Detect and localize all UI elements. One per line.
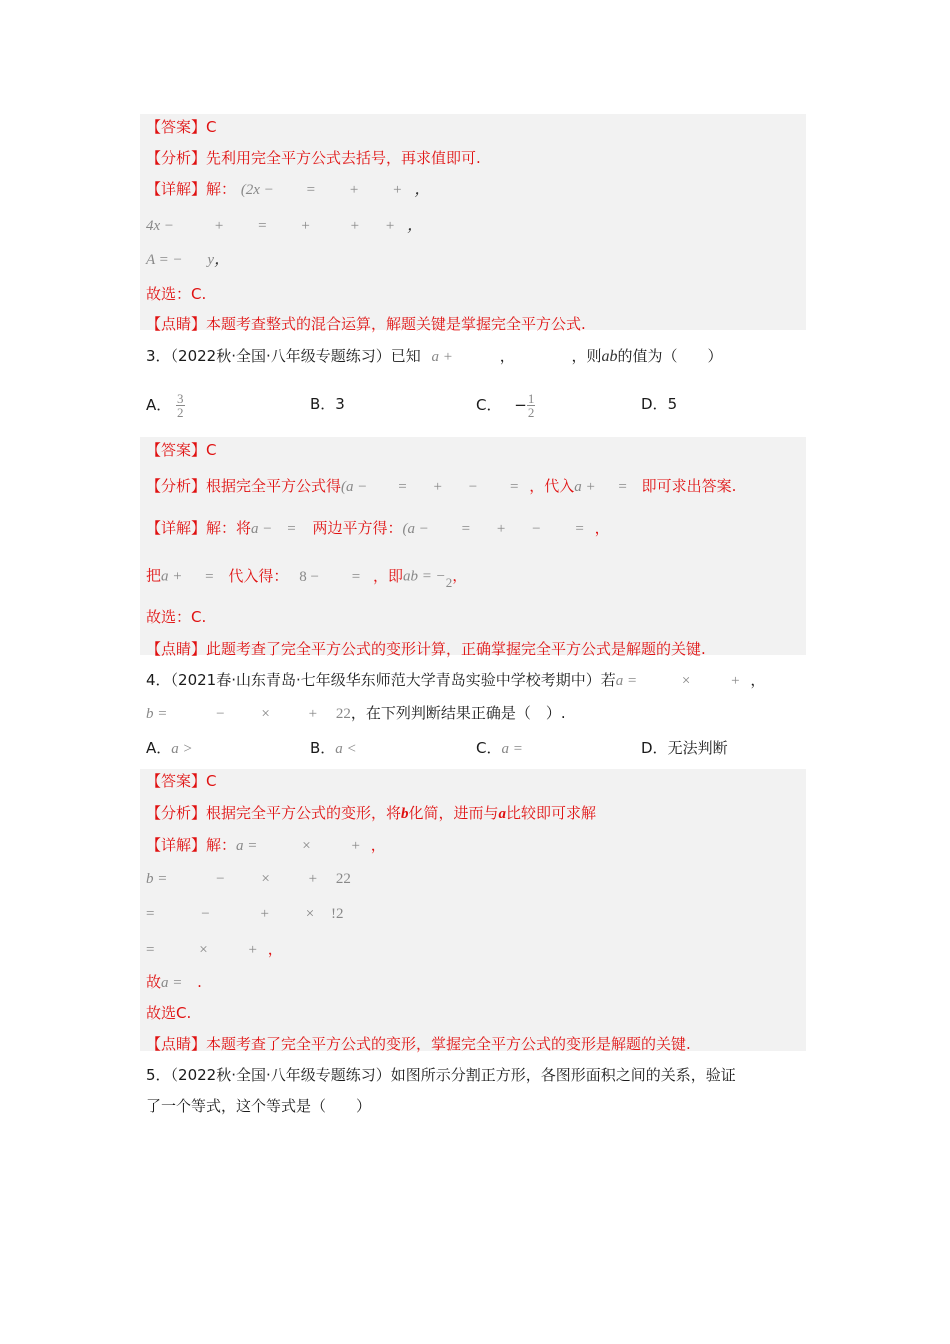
math-expr: a − [251, 521, 273, 537]
conclusion-line: 故选：C. [146, 285, 207, 303]
math-op: + [260, 906, 269, 922]
option-b[interactable] [310, 392, 345, 416]
math-op: = [351, 568, 361, 585]
math-op: × [261, 706, 270, 722]
fraction-den: 2 [445, 575, 453, 590]
math-op: = [205, 568, 214, 585]
analysis-tag: 【分析】 [146, 149, 207, 167]
math-var: y [207, 252, 215, 268]
answer-value: C [206, 441, 217, 459]
comma: ， [499, 347, 515, 365]
tip-tag: 【点睛】 [146, 1035, 207, 1053]
tip-line [146, 312, 586, 336]
math-op: + [731, 673, 740, 689]
option-letter: D． [641, 739, 668, 757]
math-op: + [301, 218, 310, 234]
math-op: + [351, 838, 360, 854]
answer-value: C [206, 118, 217, 136]
analysis-text: 先利用完全平方公式去括号，再求值即可. [206, 149, 481, 167]
math-op: = [306, 182, 316, 198]
answer-line [146, 769, 217, 793]
solution-block-q3 [140, 437, 806, 655]
math-op: × [681, 673, 691, 689]
analysis-text: 根据完全平方公式得 [206, 477, 342, 495]
option-letter: C． [476, 739, 502, 757]
question-5-line-2 [146, 1094, 371, 1118]
tip-tag: 【点睛】 [146, 640, 207, 658]
math-expr: a + [161, 568, 183, 585]
detail-tag: 【详解】 [146, 519, 207, 537]
tip-text: 此题考查了完全平方公式的变形计算，正确掌握完全平方公式是解题的关键. [206, 640, 706, 658]
option-text: 3 [335, 395, 345, 413]
detail-end: ， [452, 566, 468, 585]
answer-line [146, 438, 217, 462]
tip-line [146, 1032, 691, 1056]
math-op: × [261, 871, 270, 887]
option-letter: A． [146, 396, 172, 414]
analysis-text: 即可求出答案. [641, 477, 737, 495]
detail-prefix: 解： [206, 836, 237, 854]
math-tail: !2 [331, 906, 344, 922]
question-number: 4． [146, 671, 171, 689]
detail-text: 代入得： [228, 566, 289, 585]
question-4 [146, 668, 765, 692]
option-letter: A． [146, 739, 172, 757]
option-letter: C． [476, 396, 502, 414]
math-expr: (2x − [240, 182, 274, 198]
math-op: + [350, 218, 360, 234]
detail-line-5 [146, 970, 202, 994]
option-letter: B． [310, 739, 336, 757]
math-op: − [216, 871, 225, 887]
answer-tag: 【答案】 [146, 118, 207, 136]
math-expr: A = − [146, 252, 183, 268]
detail-line-1 [146, 516, 610, 540]
math-op: − [201, 906, 210, 922]
math-expr: = [146, 906, 155, 922]
math-op: + [349, 182, 359, 198]
detail-text: 两边平方得： [312, 519, 403, 537]
math-expr: 4x − [146, 218, 175, 234]
fraction [176, 392, 185, 419]
question-source: （2021春·山东青岛·七年级华东师范大学青岛实验中学校考期中）若 [170, 671, 616, 689]
math-op: = [398, 479, 407, 495]
tip-line [146, 637, 706, 661]
question-number: 3． [146, 347, 171, 365]
detail-text: 把 [146, 566, 162, 585]
question-text: 了一个等式，这个等式是（ ） [146, 1097, 372, 1115]
analysis-text: 化简，进而与 [408, 804, 499, 822]
math-op: − [532, 521, 541, 537]
analysis-tag: 【分析】 [146, 804, 207, 822]
math-op: = [461, 521, 471, 537]
question-source: （2022秋·全国·八年级专题练习）已知 [170, 347, 421, 365]
math-expr: b = [146, 706, 168, 722]
detail-end: ， [370, 836, 386, 854]
math-op: = [287, 521, 296, 537]
math-op: + [248, 942, 257, 958]
var-b: b [401, 806, 409, 822]
conclusion-line: 故选C. [146, 1004, 192, 1022]
then: ，则 [571, 347, 602, 365]
math-op: − [216, 706, 225, 722]
analysis-text: 比较即可求解 [506, 804, 597, 822]
math-expr: a = [236, 838, 258, 854]
question-4-line-2 [146, 701, 566, 725]
math-op: + [308, 871, 318, 887]
math-expr: a + [574, 479, 596, 495]
answer-tag: 【答案】 [146, 441, 207, 459]
math-op: + [496, 521, 506, 537]
math-op: × [302, 838, 311, 854]
analysis-tag: 【分析】 [146, 477, 207, 495]
analysis-line [146, 146, 481, 170]
option-d[interactable] [641, 392, 677, 416]
sign: − [514, 396, 527, 414]
tip-text: 本题考查了完全平方公式的变形，掌握完全平方公式的变形是解题的关键. [206, 1035, 691, 1053]
conclusion-line: 故选：C. [146, 608, 207, 626]
detail-line-2 [146, 563, 468, 590]
detail-tag: 【详解】 [146, 180, 207, 198]
math-expr: b = [146, 871, 168, 887]
math-expr: = [146, 942, 155, 958]
fraction-num: 3 [177, 391, 184, 406]
math-end: ， [214, 251, 231, 268]
option-text: 无法判断 [667, 739, 728, 757]
option-c[interactable] [476, 736, 523, 760]
detail-line-2 [146, 866, 351, 890]
comma: ， [750, 671, 766, 689]
answer-tag: 【答案】 [146, 772, 207, 790]
option-a[interactable] [146, 736, 193, 760]
detail-text: 故 [146, 973, 162, 991]
math-tail: 22 [335, 871, 351, 887]
question-3 [146, 344, 723, 368]
detail-text: ，即 [372, 566, 403, 585]
answer-line [146, 115, 217, 139]
option-math: a < [335, 741, 357, 757]
math-var: ab [601, 348, 618, 365]
fraction [527, 392, 536, 419]
analysis-line [146, 474, 736, 498]
detail-end: ， [594, 519, 610, 537]
option-c[interactable] [476, 391, 535, 420]
math-op: = [575, 521, 584, 537]
var-a: a [498, 806, 507, 822]
question-5 [146, 1063, 736, 1087]
option-a[interactable] [146, 391, 185, 420]
math-op: = [509, 479, 519, 495]
math-end: ， [414, 181, 431, 198]
question-text: ，在下列判断结果正确是（ ）. [350, 704, 566, 722]
math-expr: a = [161, 975, 183, 991]
math-op: + [214, 218, 224, 234]
option-letter: B． [310, 395, 336, 413]
math-expr: a = [615, 673, 638, 689]
option-math: a = [501, 741, 523, 757]
math-op: + [433, 479, 442, 495]
option-math: a > [171, 741, 193, 757]
math-op: − [468, 479, 478, 495]
math-expr: a + [431, 349, 453, 365]
answer-value: C [206, 772, 217, 790]
math-op: + [385, 218, 395, 234]
math-expr: (a − [402, 521, 429, 537]
math-op: + [308, 706, 318, 722]
question-tail: 的值为（ ） [617, 347, 723, 365]
detail-prefix: 解： [206, 180, 237, 198]
option-b[interactable] [310, 736, 357, 760]
detail-line-1 [146, 833, 386, 857]
detail-tag: 【详解】 [146, 836, 207, 854]
math-op: × [305, 906, 315, 922]
analysis-text: ，代入 [529, 477, 575, 495]
fraction-den: 2 [177, 405, 184, 420]
math-tail: 22 [335, 706, 351, 722]
math-expr: (a − [341, 479, 368, 495]
math-op: × [199, 942, 208, 958]
math-op: + [393, 182, 402, 198]
tip-tag: 【点睛】 [146, 315, 207, 333]
math-end: ， [407, 217, 424, 234]
option-d[interactable] [641, 736, 728, 760]
math-op: = [258, 218, 267, 234]
detail-line-2 [146, 213, 423, 237]
detail-end: ， [267, 940, 283, 958]
detail-end: . [197, 973, 202, 991]
math-expr: ab = − [402, 568, 446, 585]
math-op: = [618, 479, 627, 495]
fraction-num: 1 [527, 391, 535, 406]
question-number: 5． [146, 1066, 171, 1084]
detail-line-3 [146, 901, 344, 925]
option-letter: D． [641, 395, 668, 413]
fraction-den: 2 [527, 405, 535, 420]
detail-text: 解：将 [206, 519, 252, 537]
math-expr: 8 − [299, 568, 319, 585]
tip-text: 本题考查整式的混合运算，解题关键是掌握完全平方公式. [206, 315, 586, 333]
analysis-line [146, 801, 596, 825]
detail-line-3 [146, 247, 230, 271]
option-text: 5 [667, 395, 678, 413]
detail-line-1 [146, 177, 430, 201]
question-text: （2022秋·全国·八年级专题练习）如图所示分割正方形，各图形面积之间的关系，验证 [170, 1066, 736, 1084]
detail-line-4 [146, 937, 283, 961]
analysis-text: 根据完全平方公式的变形，将 [206, 804, 402, 822]
